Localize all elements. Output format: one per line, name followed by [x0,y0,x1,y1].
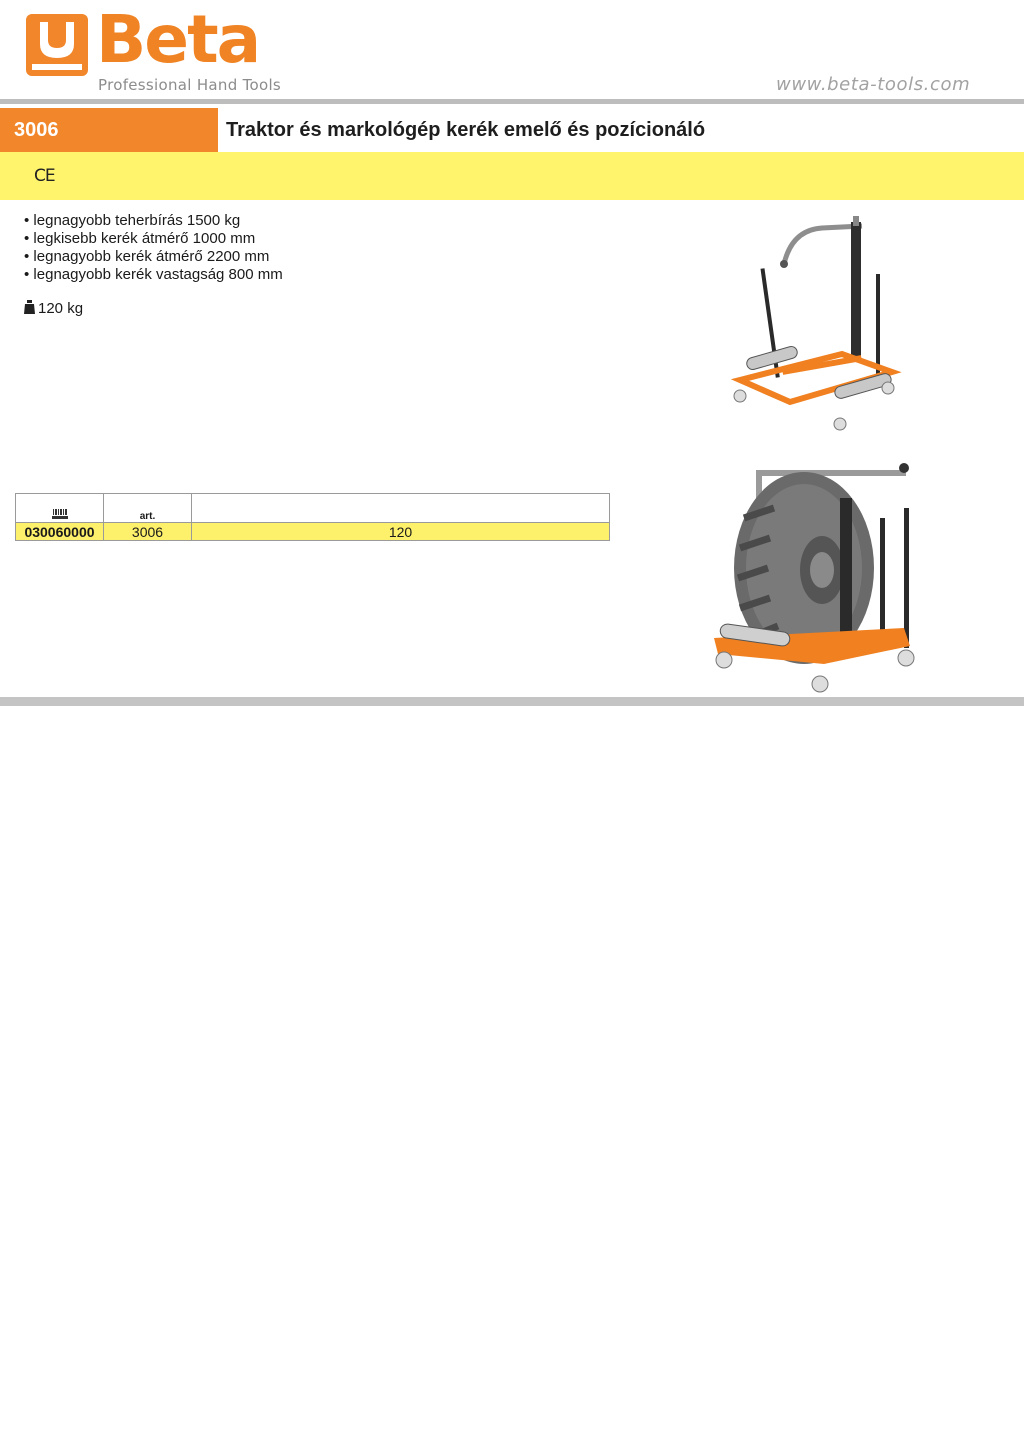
product-title: Traktor és markológép kerék emelő és pozícionáló [226,119,706,141]
ce-mark: CE [34,166,55,186]
spec-item: • legkisebb kerék átmérő 1000 mm [24,230,283,248]
product-code: 3006 [0,108,218,152]
brand-name: Beta [96,1,260,78]
brand-tagline: Professional Hand Tools [98,76,282,94]
article-value-cell: 120 [192,523,610,541]
spec-list [24,212,283,284]
header-divider [0,99,1024,104]
weight-row [24,300,83,318]
website-link[interactable]: www.beta-tools.com [776,74,971,95]
weight-icon [24,300,35,314]
footer-divider [0,697,1024,706]
table-header-cell [192,494,610,523]
wheel-dolly-icon [722,212,904,438]
beta-logo-icon [26,14,88,76]
table-header-cell: art. [104,494,192,523]
certification-bar [0,152,1024,200]
spec-item: • legnagyobb teherbírás 1500 kg [24,212,283,230]
article-number-cell: 3006 [104,523,192,541]
weight-value: 120 kg [38,300,84,317]
table-header-cell [16,494,104,523]
wheel-dolly-with-tyre-icon [704,458,918,698]
spec-item: • legnagyobb kerék átmérő 2200 mm [24,248,283,266]
article-table [15,493,610,541]
barcode-icon [52,509,68,519]
spec-item: • legnagyobb kerék vastagság 800 mm [24,266,283,284]
table-header-row [16,494,610,523]
article-code-cell: 030060000 [16,523,104,541]
table-row [16,523,610,541]
